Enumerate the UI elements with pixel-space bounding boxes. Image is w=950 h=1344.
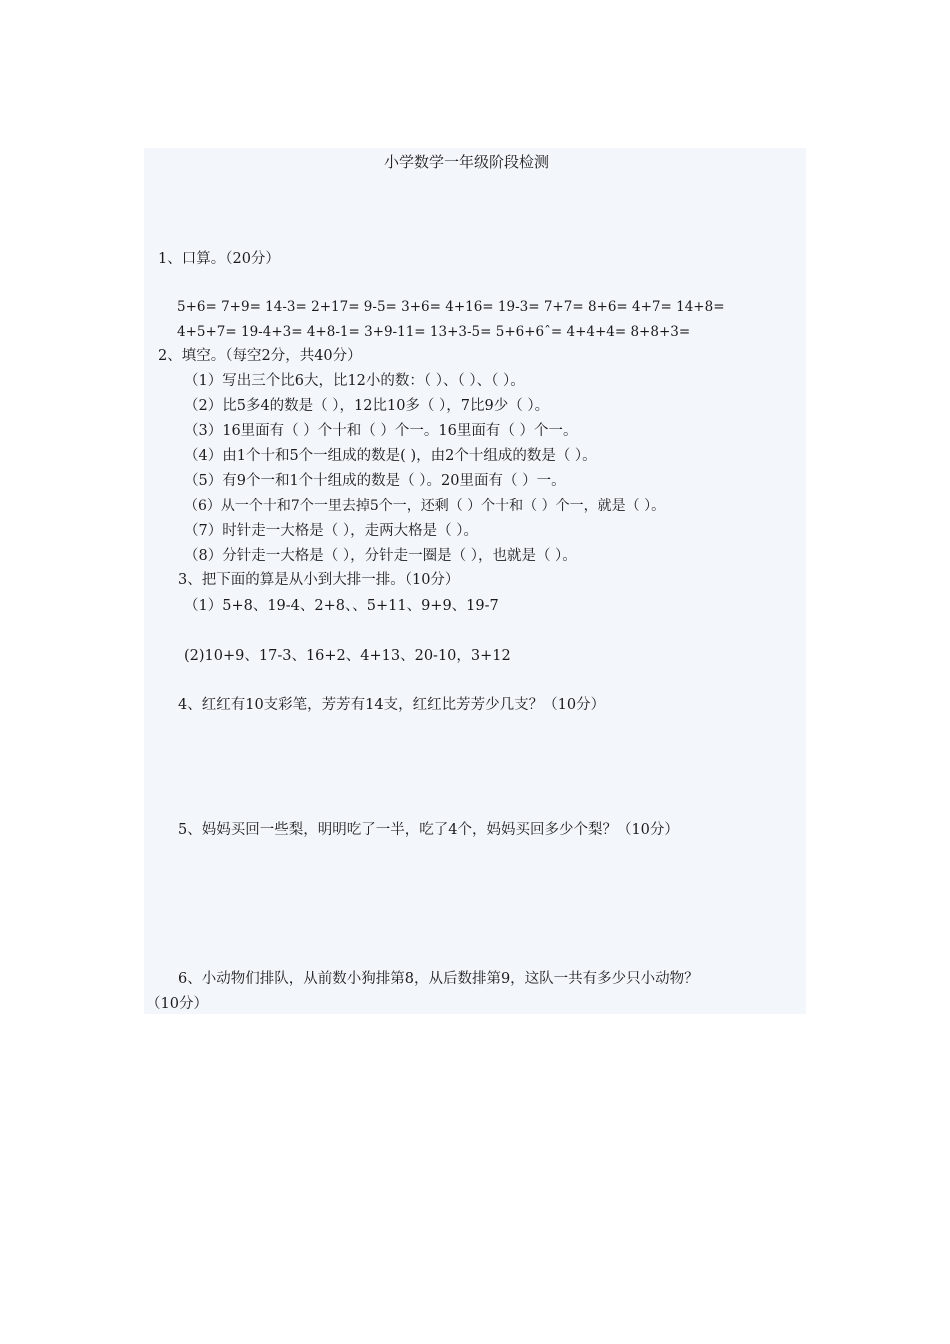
ordering-question-1: （1）5+8、19-4、2+8、、5+11、9+9、19-7 bbox=[184, 598, 499, 614]
fill-blank-item-6: （6）从一个十和7个一里去掉5个一，还剩（ ）个十和（ ）个一，就是（ ）。 bbox=[184, 498, 666, 514]
section3-heading: 3、把下面的算是从小到大排一排。（10分） bbox=[178, 572, 460, 588]
fill-blank-item-4: （4）由1个十和5个一组成的数是( )，由2个十组成的数是（ ）。 bbox=[184, 448, 597, 464]
fill-blank-item-5: （5）有9个一和1个十组成的数是（ ）。20里面有（ ）一。 bbox=[184, 473, 566, 489]
word-problem-6-line-1: 6、小动物们排队，从前数小狗排第8，从后数排第9，这队一共有多少只小动物？ bbox=[178, 971, 699, 987]
mental-math-row-2: 4+5+7= 19-4+3= 4+8-1= 3+9-11= 13+3-5= 5+6+6ˆ= 4+4+4= 8+8+3= bbox=[177, 324, 691, 340]
word-problem-6-line-2: （10分） bbox=[146, 996, 208, 1012]
fill-blank-item-2: （2）比5多4的数是（ ），12比10多（ ），7比9少（ ）。 bbox=[184, 398, 550, 414]
mental-math-row-1: 5+6= 7+9= 14-3= 2+17= 9-5= 3+6= 4+16= 19-3= 7+7= 8+6= 4+7= 14+8= bbox=[177, 299, 725, 315]
page-title: 小学数学一年级阶段检测 bbox=[384, 153, 550, 171]
fill-blank-item-7: （7）时针走一大格是（ ），走两大格是（ ）。 bbox=[184, 523, 478, 539]
fill-blank-item-3: （3）16里面有（ ）个十和（ ）个一。16里面有（ ）个一。 bbox=[184, 423, 578, 439]
fill-blank-item-1: （1）写出三个比6大，比12小的数：（ ）、（ ）、（ ）。 bbox=[184, 373, 525, 389]
word-problem-4: 4、红红有10支彩笔，芳芳有14支，红红比芳芳少几支？（10分） bbox=[178, 697, 606, 713]
section2-heading: 2、填空。（每空2分，共40分） bbox=[158, 348, 362, 364]
ordering-question-2: (2)10+9、17-3、16+2、4+13、20-10，3+12 bbox=[184, 648, 511, 664]
section1-heading: 1、口算。（20分） bbox=[158, 251, 280, 267]
word-problem-5: 5、妈妈买回一些梨，明明吃了一半，吃了4个，妈妈买回多少个梨？（10分） bbox=[178, 822, 679, 838]
fill-blank-item-8: （8）分针走一大格是（ ），分针走一圈是（ ），也就是（ ）。 bbox=[184, 548, 577, 564]
